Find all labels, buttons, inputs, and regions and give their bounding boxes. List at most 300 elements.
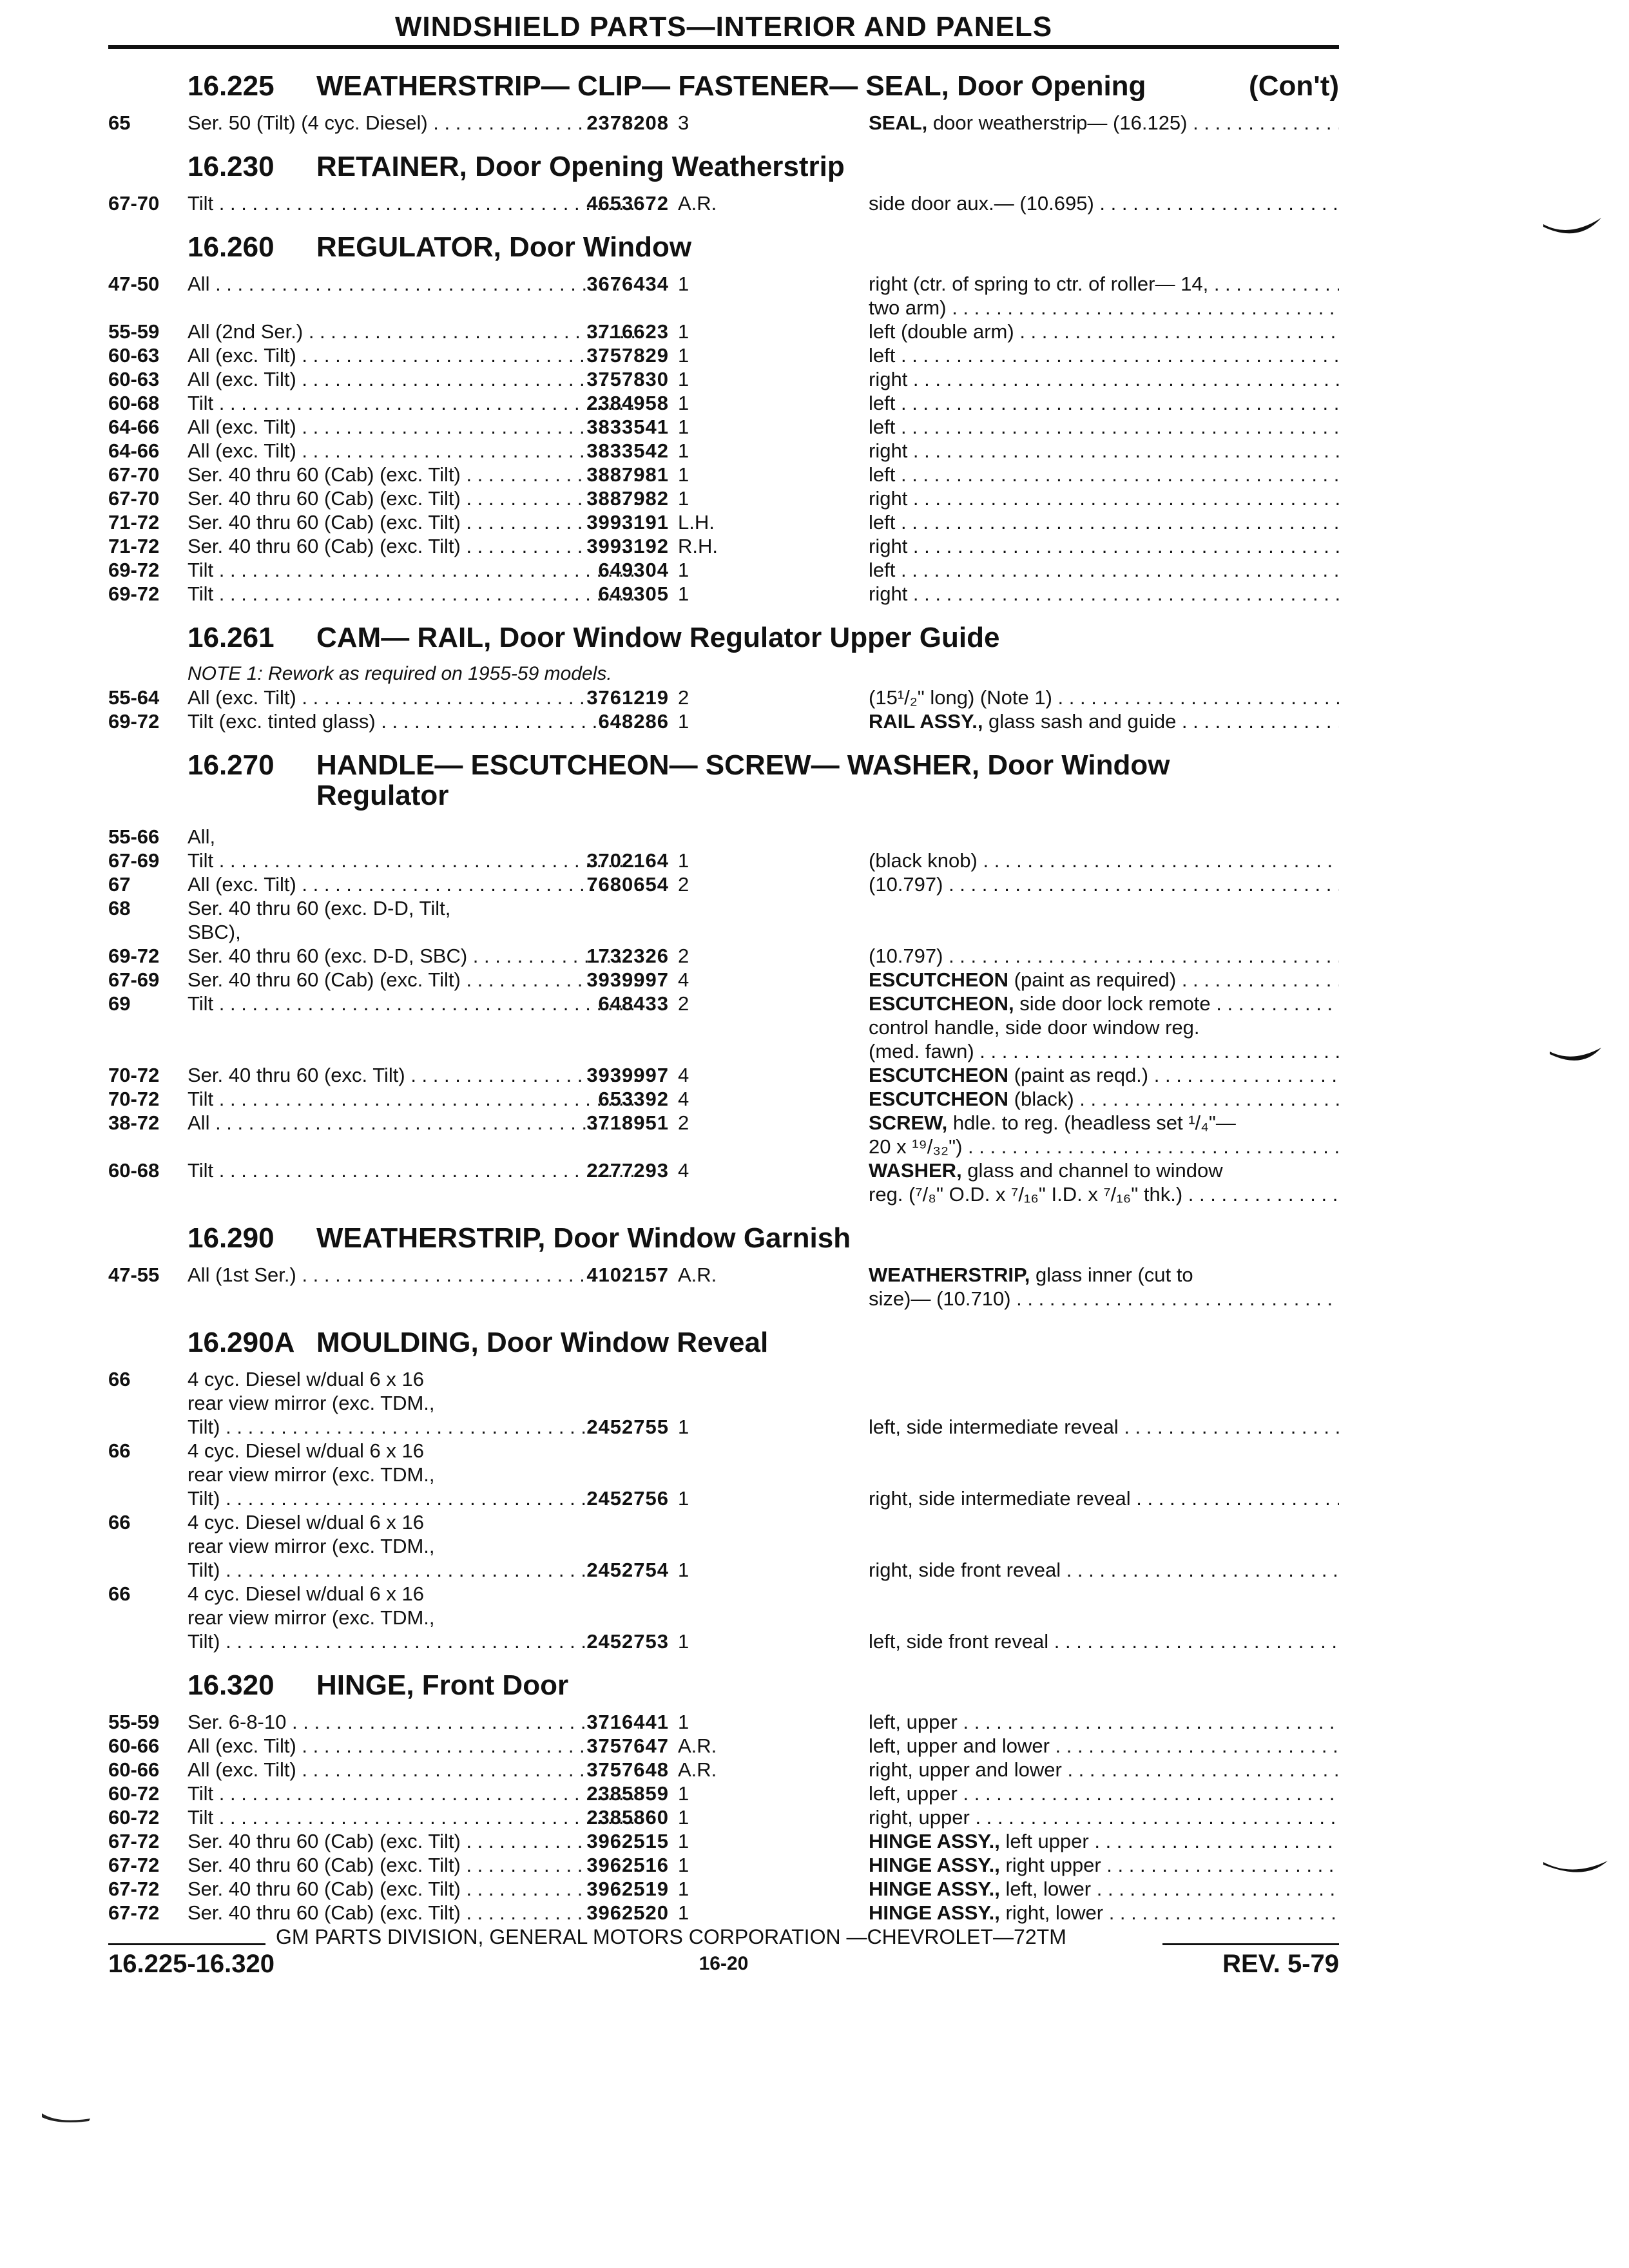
model-description-text: Tilt <box>188 559 214 581</box>
part-name-bold: HINGE ASSY., <box>869 1901 1000 1924</box>
catalog-page <box>108 0 1339 2268</box>
quantity: 2 <box>678 992 689 1015</box>
part-name <box>869 1063 1339 1087</box>
table-row <box>108 1877 1339 1901</box>
part-number: 3716623 <box>586 320 669 343</box>
quantity: 1 <box>678 710 689 733</box>
table-row <box>108 391 1339 415</box>
part-number: 3757829 <box>586 344 669 367</box>
part-number: 649304 <box>598 559 669 581</box>
part-number: 4653672 <box>586 192 669 215</box>
model-description <box>188 1510 639 1534</box>
scan-mark <box>39 2107 103 2126</box>
model-description-text: Ser. 6-8-10 <box>188 1711 287 1733</box>
part-name-text: left (double arm) <box>869 320 1014 343</box>
table-row <box>108 1111 1339 1135</box>
part-name <box>869 1782 1339 1805</box>
part-name-text: right, side front reveal <box>869 1559 1061 1581</box>
part-name <box>869 1710 1339 1734</box>
part-number: 3718951 <box>586 1111 669 1134</box>
part-number: 2385860 <box>586 1806 669 1829</box>
model-years: 66 <box>108 1511 131 1533</box>
table-row <box>108 1039 1339 1063</box>
model-years: 67-70 <box>108 487 160 510</box>
quantity: 1 <box>678 559 689 581</box>
model-years: 47-55 <box>108 1264 160 1286</box>
part-number: 2452756 <box>586 1487 669 1510</box>
section-number: 16.260 <box>188 231 275 263</box>
quantity: A.R. <box>678 192 717 215</box>
section-spacer <box>108 1311 1339 1318</box>
section-title: RETAINER, Door Opening Weatherstrip <box>316 151 845 182</box>
part-name-text: size)— (10.710) <box>869 1287 1011 1310</box>
model-description <box>188 1367 639 1391</box>
table-row <box>108 1015 1339 1039</box>
model-description-text: All <box>188 273 210 295</box>
part-number: 2378208 <box>586 111 669 134</box>
scan-mark <box>1547 1044 1605 1076</box>
quantity: 1 <box>678 320 689 343</box>
model-years: 69-72 <box>108 559 160 581</box>
model-description-text: Ser. 40 thru 60 (exc. D-D, Tilt, <box>188 897 451 919</box>
model-description-text: All (exc. Tilt) <box>188 416 296 438</box>
model-years: 67-69 <box>108 968 160 991</box>
section-note: NOTE 1: Rework as required on 1955-59 models. <box>188 663 612 684</box>
quantity: 4 <box>678 1088 689 1110</box>
part-name <box>869 992 1339 1015</box>
table-row <box>108 1263 1339 1287</box>
table-row <box>108 1734 1339 1758</box>
part-name-text: left, side front reveal <box>869 1630 1049 1653</box>
model-description-text: Tilt (exc. tinted glass) <box>188 710 376 733</box>
model-description-text: Tilt <box>188 392 214 414</box>
model-years: 55-59 <box>108 1711 160 1733</box>
part-name-text: side door aux.— (10.695) <box>869 192 1094 215</box>
table-row <box>108 111 1339 135</box>
quantity: 2 <box>678 945 689 967</box>
part-number: 3833542 <box>586 439 669 462</box>
table-row <box>108 686 1339 709</box>
model-description-text: All (exc. Tilt) <box>188 344 296 367</box>
part-number: 3757647 <box>586 1735 669 1757</box>
quantity: 1 <box>678 344 689 367</box>
part-name-text: reg. (⁷/₈" O.D. x ⁷/₁₆" I.D. x ⁷/₁₆" thk.) <box>869 1183 1183 1206</box>
table-row <box>108 320 1339 343</box>
table-row <box>108 486 1339 510</box>
part-name <box>869 1039 1339 1063</box>
part-number: 649305 <box>598 582 669 605</box>
section-spacer <box>108 135 1339 142</box>
part-name-text: (paint as required) <box>1008 968 1177 991</box>
section-number: 16.270 <box>188 749 275 781</box>
model-description-text: Ser. 40 thru 60 (exc. Tilt) <box>188 1064 405 1086</box>
part-number: 3962520 <box>586 1901 669 1924</box>
part-number: 2452754 <box>586 1559 669 1581</box>
model-years: 65 <box>108 111 131 134</box>
section-number: 16.225 <box>188 70 275 102</box>
model-years: 66 <box>108 1582 131 1605</box>
section-number: 16.320 <box>188 1669 275 1701</box>
part-name <box>869 1111 1339 1135</box>
quantity: 1 <box>678 1854 689 1876</box>
model-years: 67-70 <box>108 192 160 215</box>
model-years: 38-72 <box>108 1111 160 1134</box>
quantity: 1 <box>678 1711 689 1733</box>
part-name <box>869 1829 1339 1853</box>
section-number: 16.290 <box>188 1222 275 1254</box>
model-description-text: Ser. 40 thru 60 (Cab) (exc. Tilt) <box>188 1878 461 1900</box>
part-number: 3676434 <box>586 273 669 295</box>
part-name-text: (paint as reqd.) <box>1008 1064 1149 1086</box>
quantity: 1 <box>678 1559 689 1581</box>
quantity: 1 <box>678 463 689 486</box>
part-name <box>869 558 1339 582</box>
part-name-text: left, upper <box>869 1782 958 1805</box>
part-name <box>869 1901 1339 1925</box>
model-description <box>188 920 639 944</box>
part-name <box>869 582 1339 606</box>
table-row <box>108 1629 1339 1653</box>
table-row <box>108 1829 1339 1853</box>
part-name-text: glass and channel to window <box>961 1159 1223 1182</box>
section-title: REGULATOR, Door Window <box>316 231 692 263</box>
part-name-text: right <box>869 582 908 605</box>
continued-marker: (Con't) <box>1249 70 1339 102</box>
model-years: 69 <box>108 992 131 1015</box>
section-heading <box>108 1661 1339 1710</box>
footer-rule-left <box>108 1943 265 1945</box>
part-name-bold: ESCUTCHEON, <box>869 992 1014 1015</box>
part-name <box>869 872 1339 896</box>
model-description-text: All (1st Ser.) <box>188 1264 296 1286</box>
model-description-text: Ser. 40 thru 60 (Cab) (exc. Tilt) <box>188 511 461 533</box>
model-description-text: Tilt <box>188 1782 214 1805</box>
part-number: 3887982 <box>586 487 669 510</box>
part-number: 7680654 <box>586 873 669 896</box>
part-name-text: (10.797) <box>869 945 943 967</box>
model-description-text: All (exc. Tilt) <box>188 368 296 390</box>
model-years: 69-72 <box>108 582 160 605</box>
part-name-text: right, upper and lower <box>869 1758 1062 1781</box>
table-row <box>108 191 1339 215</box>
model-description-text: All, <box>188 825 216 848</box>
model-years: 47-50 <box>108 273 160 295</box>
section-spacer <box>108 606 1339 613</box>
part-number: 3757830 <box>586 368 669 390</box>
part-name <box>869 1158 1339 1182</box>
part-number: 648433 <box>598 992 669 1015</box>
model-years: 67-72 <box>108 1901 160 1924</box>
page-title: WINDSHIELD PARTS—INTERIOR AND PANELS <box>394 11 1053 43</box>
part-name-text: right, side intermediate reveal <box>869 1487 1131 1510</box>
quantity: 1 <box>678 1901 689 1924</box>
part-name-bold: ESCUTCHEON <box>869 1088 1009 1110</box>
model-years: 60-72 <box>108 1782 160 1805</box>
part-name <box>869 1558 1339 1582</box>
part-name-text: left, lower <box>999 1878 1092 1900</box>
table-row <box>108 367 1339 391</box>
part-name-bold: HINGE ASSY., <box>869 1830 1000 1852</box>
part-name-text: right (ctr. of spring to ctr. of roller— 14, <box>869 273 1209 295</box>
table-row <box>108 1758 1339 1782</box>
part-number: 3939997 <box>586 1064 669 1086</box>
part-name-text: right upper <box>999 1854 1101 1876</box>
model-description <box>188 896 639 920</box>
section-number: 16.230 <box>188 151 275 182</box>
model-description-text: rear view mirror (exc. TDM., <box>188 1463 435 1486</box>
section-heading <box>108 62 1339 111</box>
section-heading <box>108 1318 1339 1367</box>
part-number: 3962516 <box>586 1854 669 1876</box>
part-number: 2452755 <box>586 1416 669 1438</box>
part-number: 648286 <box>598 710 669 733</box>
table-row <box>108 1415 1339 1439</box>
part-name <box>869 1263 1339 1287</box>
part-name-text: door weatherstrip— (16.125) <box>927 111 1188 134</box>
part-name-text: (med. fawn) <box>869 1040 974 1062</box>
section-heading <box>108 613 1339 662</box>
quantity: 4 <box>678 1159 689 1182</box>
model-description-text: All <box>188 1111 210 1134</box>
model-years: 71-72 <box>108 535 160 557</box>
section-title: HINGE, Front Door <box>316 1669 569 1701</box>
part-name <box>869 343 1339 367</box>
quantity: 1 <box>678 273 689 295</box>
model-years: 67-72 <box>108 1878 160 1900</box>
model-description-text: All (exc. Tilt) <box>188 873 296 896</box>
model-years: 67-69 <box>108 849 160 872</box>
table-row <box>108 1606 1339 1629</box>
quantity: L.H. <box>678 511 715 533</box>
part-number: 4102157 <box>586 1264 669 1286</box>
model-years: 60-66 <box>108 1735 160 1757</box>
part-name <box>869 272 1339 296</box>
table-row <box>108 1063 1339 1087</box>
table-row <box>108 709 1339 733</box>
section-title: CAM— RAIL, Door Window Regulator Upper Guide <box>316 622 1000 653</box>
model-years: 60-63 <box>108 344 160 367</box>
model-years: 66 <box>108 1439 131 1462</box>
model-description <box>188 1582 639 1606</box>
part-name-text: left, side intermediate reveal <box>869 1416 1119 1438</box>
quantity: 1 <box>678 1416 689 1438</box>
section-spacer <box>108 1653 1339 1661</box>
part-number: 3962519 <box>586 1878 669 1900</box>
table-row <box>108 439 1339 463</box>
part-name-text: right <box>869 535 908 557</box>
part-name-text: control handle, side door window reg. <box>869 1016 1200 1039</box>
part-name <box>869 111 1339 135</box>
quantity: A.R. <box>678 1735 717 1757</box>
part-name <box>869 1087 1339 1111</box>
part-name <box>869 367 1339 391</box>
model-description-text: Tilt <box>188 1159 214 1182</box>
model-description-text: SBC), <box>188 921 241 943</box>
table-row <box>108 1510 1339 1534</box>
part-number: 2384958 <box>586 392 669 414</box>
part-number: 1732326 <box>586 945 669 967</box>
part-name <box>869 439 1339 463</box>
table-row <box>108 415 1339 439</box>
table-row <box>108 1558 1339 1582</box>
table-row <box>108 968 1339 992</box>
table-row <box>108 825 1339 849</box>
table-row <box>108 1439 1339 1463</box>
part-number: 3962515 <box>586 1830 669 1852</box>
model-years: 69-72 <box>108 710 160 733</box>
quantity: A.R. <box>678 1264 717 1286</box>
model-years: 67 <box>108 873 131 896</box>
quantity: A.R. <box>678 1758 717 1781</box>
section-heading <box>108 142 1339 191</box>
part-number: 2452753 <box>586 1630 669 1653</box>
table-row <box>108 272 1339 296</box>
quantity: 1 <box>678 1487 689 1510</box>
table-row <box>108 849 1339 872</box>
part-number: 3761219 <box>586 686 669 709</box>
model-years: 60-63 <box>108 368 160 390</box>
section-heading <box>108 741 1339 825</box>
part-number: 3757648 <box>586 1758 669 1781</box>
model-description-text: Tilt) <box>188 1630 220 1653</box>
model-years: 55-66 <box>108 825 160 848</box>
part-name <box>869 1853 1339 1877</box>
model-years: 68 <box>108 897 131 919</box>
model-description-text: 4 cyc. Diesel w/dual 6 x 16 <box>188 1582 425 1605</box>
table-row <box>108 1158 1339 1182</box>
model-description-text: rear view mirror (exc. TDM., <box>188 1606 435 1629</box>
model-description <box>188 1606 639 1629</box>
quantity: 1 <box>678 416 689 438</box>
table-row <box>108 1901 1339 1925</box>
part-name-text: (black knob) <box>869 849 978 872</box>
model-description <box>188 825 639 849</box>
part-name <box>869 944 1339 968</box>
scan-mark <box>1540 1856 1611 1888</box>
model-years: 67-70 <box>108 463 160 486</box>
part-number: 3993191 <box>586 511 669 533</box>
part-name-bold: HINGE ASSY., <box>869 1878 1000 1900</box>
section-number: 16.261 <box>188 622 275 653</box>
footer-page-number: 16-20 <box>699 1953 749 1974</box>
part-name-text: right, lower <box>999 1901 1104 1924</box>
part-name <box>869 534 1339 558</box>
part-name <box>869 415 1339 439</box>
model-years: 60-72 <box>108 1806 160 1829</box>
section-title: HANDLE— ESCUTCHEON— SCREW— WASHER, Door Window <box>316 749 1170 781</box>
part-name-bold: SCREW, <box>869 1111 948 1134</box>
part-name <box>869 709 1339 733</box>
part-name-text: left <box>869 463 896 486</box>
quantity: 2 <box>678 686 689 709</box>
part-name-bold: SEAL, <box>869 111 928 134</box>
table-row <box>108 1582 1339 1606</box>
part-name-text: left <box>869 416 896 438</box>
model-description-text: All (2nd Ser.) <box>188 320 304 343</box>
section-spacer <box>108 733 1339 741</box>
model-years: 66 <box>108 1368 131 1390</box>
table-row <box>108 582 1339 606</box>
part-name <box>869 1805 1339 1829</box>
section-heading <box>108 1214 1339 1263</box>
part-name <box>869 463 1339 486</box>
part-name-bold: ESCUTCHEON <box>869 1064 1009 1086</box>
table-row <box>108 1182 1339 1206</box>
part-name-bold: RAIL ASSY., <box>869 710 983 733</box>
model-description-text: All (exc. Tilt) <box>188 686 296 709</box>
table-row <box>108 1463 1339 1486</box>
model-description-text: rear view mirror (exc. TDM., <box>188 1392 435 1414</box>
table-row <box>108 944 1339 968</box>
section-spacer <box>108 215 1339 223</box>
section-spacer <box>108 1206 1339 1214</box>
part-name <box>869 486 1339 510</box>
part-name-bold: HINGE ASSY., <box>869 1854 1000 1876</box>
model-description-text: Ser. 40 thru 60 (Cab) (exc. Tilt) <box>188 1854 461 1876</box>
table-row <box>108 920 1339 944</box>
part-name <box>869 1877 1339 1901</box>
quantity: 2 <box>678 1111 689 1134</box>
section-title: WEATHERSTRIP, Door Window Garnish <box>316 1222 851 1254</box>
part-name-text: left upper <box>999 1830 1089 1852</box>
part-name-text: (black) <box>1008 1088 1074 1110</box>
part-name <box>869 1287 1339 1311</box>
part-name <box>869 510 1339 534</box>
part-name <box>869 391 1339 415</box>
table-row <box>108 896 1339 920</box>
part-name <box>869 968 1339 992</box>
part-name-bold: WASHER, <box>869 1159 962 1182</box>
model-years: 60-66 <box>108 1758 160 1781</box>
part-name-text: (15¹/₂" long) (Note 1) <box>869 686 1052 709</box>
scan-mark <box>1540 213 1605 251</box>
part-name <box>869 849 1339 872</box>
quantity: 1 <box>678 1806 689 1829</box>
table-row <box>108 1486 1339 1510</box>
model-description-text: Tilt <box>188 992 214 1015</box>
part-name-text: glass inner (cut to <box>1030 1264 1193 1286</box>
model-description-text: Tilt <box>188 582 214 605</box>
model-years: 64-66 <box>108 439 160 462</box>
table-row <box>108 1805 1339 1829</box>
part-number: 2277293 <box>586 1159 669 1182</box>
quantity: 1 <box>678 1630 689 1653</box>
part-name-text: glass sash and guide <box>983 710 1177 733</box>
model-description-text: Ser. 40 thru 60 (Cab) (exc. Tilt) <box>188 968 461 991</box>
model-years: 70-72 <box>108 1064 160 1086</box>
quantity: 1 <box>678 392 689 414</box>
table-row <box>108 463 1339 486</box>
model-description-text: Tilt) <box>188 1487 220 1510</box>
part-name <box>869 296 1339 320</box>
model-description-text: Tilt <box>188 192 214 215</box>
section-number: 16.290A <box>188 1327 295 1358</box>
part-name-bold: ESCUTCHEON <box>869 968 1009 991</box>
model-years: 55-64 <box>108 686 160 709</box>
model-description-text: All (exc. Tilt) <box>188 439 296 462</box>
model-description <box>188 1391 639 1415</box>
quantity: 2 <box>678 873 689 896</box>
part-name-text: left <box>869 511 896 533</box>
part-name-text: side door lock remote <box>1014 992 1211 1015</box>
quantity: 1 <box>678 487 689 510</box>
model-description-text: Tilt <box>188 1806 214 1829</box>
model-description-text: All (exc. Tilt) <box>188 1735 296 1757</box>
table-row <box>108 1534 1339 1558</box>
section-title: MOULDING, Door Window Reveal <box>316 1327 769 1358</box>
quantity: 1 <box>678 1878 689 1900</box>
part-name-text: (10.797) <box>869 873 943 896</box>
